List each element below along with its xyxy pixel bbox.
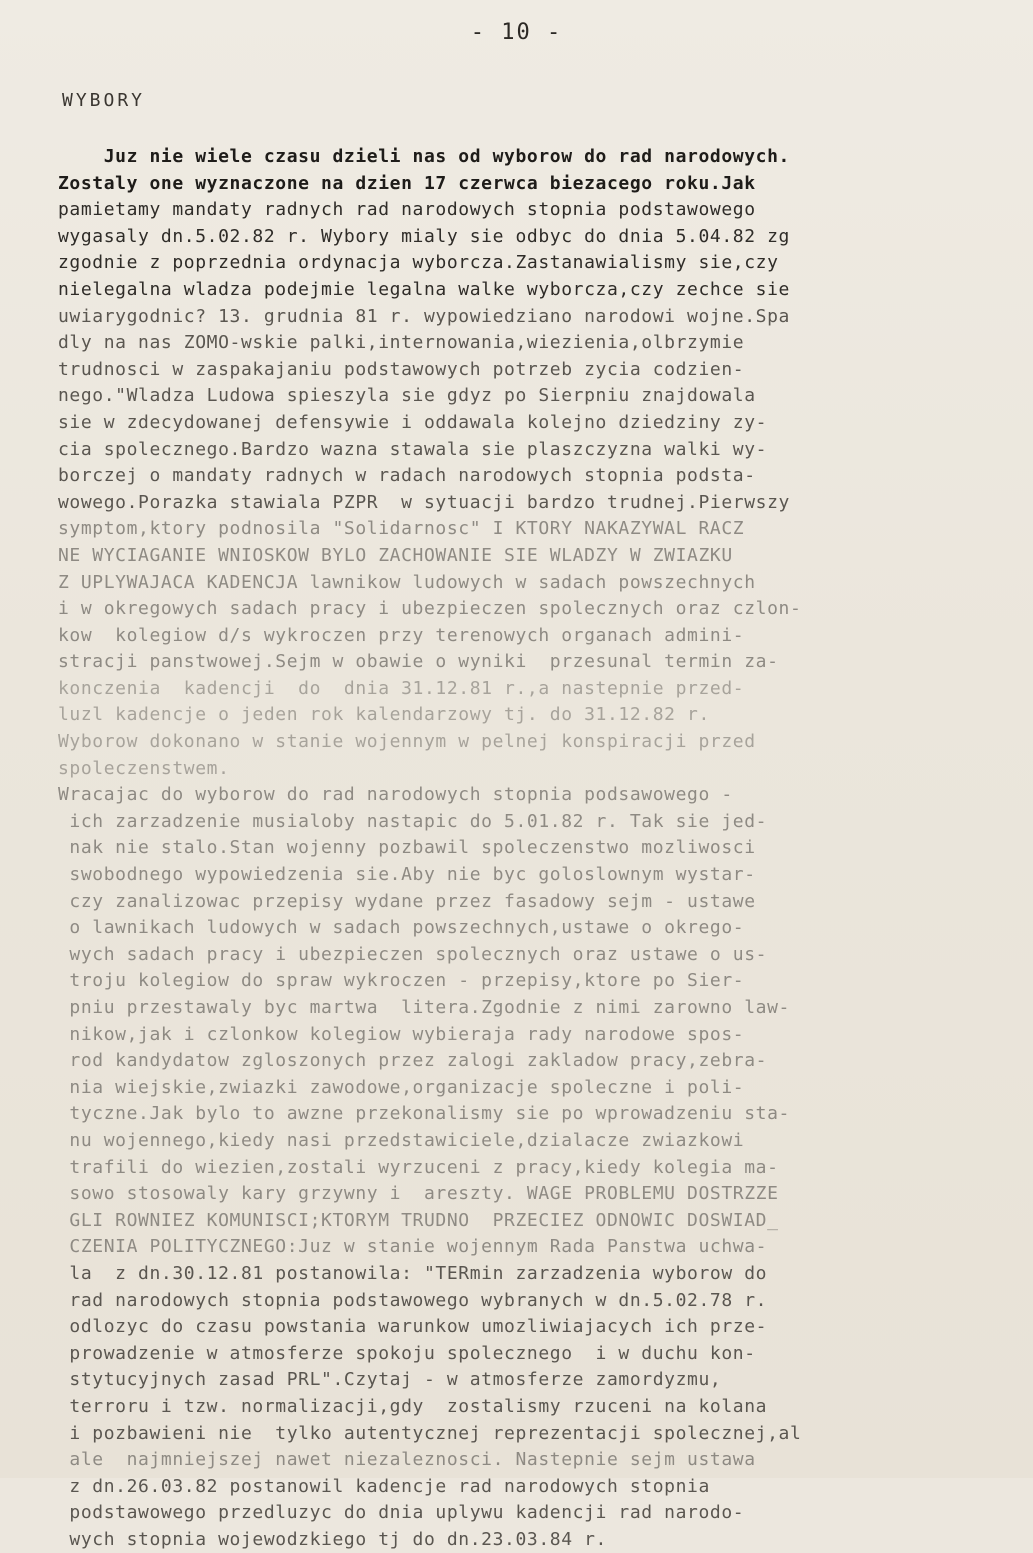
text-line: stytucyjnych zasad PRL".Czytaj - w atmosferze zamordyzmu,	[58, 1369, 722, 1391]
text-line: wowego.Porazka stawiala PZPR w sytuacji bardzo trudnej.Pierwszy	[58, 491, 790, 513]
text-line: la z dn.30.12.81 postanowila: "TERmin zarzadzenia wyborow do	[58, 1262, 768, 1284]
text-line: ale najmniejszej nawet niezaleznosci. Nastepnie sejm ustawa	[58, 1449, 756, 1471]
text-line: konczenia kadencji do dnia 31.12.81 r.,a nastepnie przed-	[58, 677, 745, 699]
text-line: terroru i tzw. normalizacji,gdy zostalismy rzuceni na kolana	[58, 1395, 768, 1417]
text-line: Wyborow dokonano w stanie wojennym w pelnej konspiracji przed	[58, 731, 756, 753]
article-body	[58, 144, 1008, 1553]
text-line: symptom,ktory podnosila "Solidarnosc" I KTORY NAKAZYWAL RACZ	[58, 518, 745, 540]
text-line: tyczne.Jak bylo to awzne przekonalismy sie po wprowadzeniu sta-	[58, 1103, 790, 1125]
text-line: sie w zdecydowanej defensywie i oddawala kolejno dziedziny zy-	[58, 411, 768, 433]
text-line: nielegalna wladza podejmie legalna walke wyborcza,czy zechce sie	[58, 278, 790, 300]
text-line: Juz nie wiele czasu dzieli nas od wyborow do rad narodowych.	[58, 146, 790, 167]
text-line: wych sadach pracy i ubezpieczen spolecznych oraz ustawe o us-	[58, 943, 768, 965]
text-line: pamietamy mandaty radnych rad narodowych stopnia podstawowego	[58, 199, 756, 221]
text-line: Z UPLYWAJACA KADENCJA lawnikow ludowych w sadach powszechnych	[58, 571, 756, 593]
text-line: nak nie stalo.Stan wojenny pozbawil spoleczenstwo mozliwosci	[58, 837, 756, 859]
page-number: - 10 -	[470, 20, 563, 45]
text-line: z dn.26.03.82 postanowil kadencje rad narodowych stopnia	[58, 1475, 710, 1497]
text-line: o lawnikach ludowych w sadach powszechnych,ustawe o okrego-	[58, 917, 745, 939]
text-line: nego."Wladza Ludowa spieszyla sie gdyz po Sierpniu znajdowala	[58, 385, 756, 407]
text-line: borczej o mandaty radnych w radach narodowych stopnia podsta-	[58, 465, 756, 487]
text-line: dly na nas ZOMO-wskie palki,internowania,wiezienia,olbrzymie	[58, 332, 745, 354]
text-line: prowadzenie w atmosferze spokoju spolecznego i w duchu kon-	[58, 1342, 756, 1364]
text-line: rad narodowych stopnia podstawowego wybranych w dn.5.02.78 r.	[58, 1289, 768, 1311]
text-line: stracji panstwowej.Sejm w obawie o wyniki przesunal termin za-	[58, 651, 779, 673]
text-line: kow kolegiow d/s wykroczen przy terenowych organach admini-	[58, 624, 745, 646]
text-line: zgodnie z poprzednia ordynacja wyborcza.Zastanawialismy sie,czy	[58, 252, 779, 274]
text-line: pniu przestawaly byc martwa litera.Zgodnie z nimi zarowno law-	[58, 997, 790, 1018]
text-line: nikow,jak i czlonkow kolegiow wybieraja rady narodowe spos-	[58, 1023, 745, 1045]
text-line: sowo stosowaly kary grzywny i areszty. WAGE PROBLEMU DOSTRZZE	[58, 1183, 779, 1205]
text-line: podstawowego przedluzyc do dnia uplywu kadencji rad narodo-	[58, 1502, 745, 1524]
text-line: i pozbawieni nie tylko autentycznej reprezentacji spolecznej,al	[58, 1422, 802, 1444]
text-line: troju kolegiow do spraw wykroczen - przepisy,ktore po Sier-	[58, 970, 745, 992]
text-line: uwiarygodnic? 13. grudnia 81 r. wypowiedziano narodowi wojne.Spa	[58, 305, 790, 327]
text-line: i w okregowych sadach pracy i ubezpieczen spolecznych oraz czlon-	[58, 598, 802, 620]
text-line: spoleczenstwem.	[58, 757, 230, 779]
section-heading: WYBORY	[62, 90, 146, 111]
text-line: Zostaly one wyznaczone na dzien 17 czerwca biezacego roku.Jak	[58, 172, 756, 194]
text-line: luzl kadencje o jeden rok kalendarzowy tj. do 31.12.82 r.	[58, 704, 710, 726]
text-line: CZENIA POLITYCZNEGO:Juz w stanie wojennym Rada Panstwa uchwa-	[58, 1236, 768, 1258]
text-line: wych stopnia wojewodzkiego tj do dn.23.03.84 r.	[58, 1528, 607, 1550]
text-line: czy zanalizowac przepisy wydane przez fasadowy sejm - ustawe	[58, 890, 756, 912]
text-line: trafili do wiezien,zostali wyrzuceni z pracy,kiedy kolegia ma-	[58, 1156, 779, 1178]
text-line: rod kandydatow zgloszonych przez zalogi zakladow pracy,zebra-	[58, 1050, 768, 1072]
text-line: cia spolecznego.Bardzo wazna stawala sie plaszczyzna walki wy-	[58, 438, 768, 460]
text-line: swobodnego wypowiedzenia sie.Aby nie byc goloslownym wystar-	[58, 864, 756, 886]
text-line: nu wojennego,kiedy nasi przedstawiciele,dzialacze zwiazkowi	[58, 1129, 745, 1151]
text-line: ich zarzadzenie musialoby nastapic do 5.01.82 r. Tak sie jed-	[58, 810, 768, 832]
text-line: GLI ROWNIEZ KOMUNISCI;KTORYM TRUDNO PRZECIEZ ODNOWIC DOSWIAD_	[58, 1209, 779, 1231]
text-line: nia wiejskie,zwiazki zawodowe,organizacje spoleczne i poli-	[58, 1076, 745, 1098]
text-line: odlozyc do czasu powstania warunkow umozliwiajacych ich prze-	[58, 1316, 768, 1338]
text-line: NE WYCIAGANIE WNIOSKOW BYLO ZACHOWANIE SIE WLADZY W ZWIAZKU	[58, 544, 733, 566]
text-line: wygasaly dn.5.02.82 r. Wybory mialy sie odbyc do dnia 5.04.82 zg	[58, 225, 790, 247]
text-line: trudnosci w zaspakajaniu podstawowych potrzeb zycia codzien-	[58, 358, 745, 380]
text-line: Wracajac do wyborow do rad narodowych stopnia podsawowego -	[58, 784, 733, 806]
